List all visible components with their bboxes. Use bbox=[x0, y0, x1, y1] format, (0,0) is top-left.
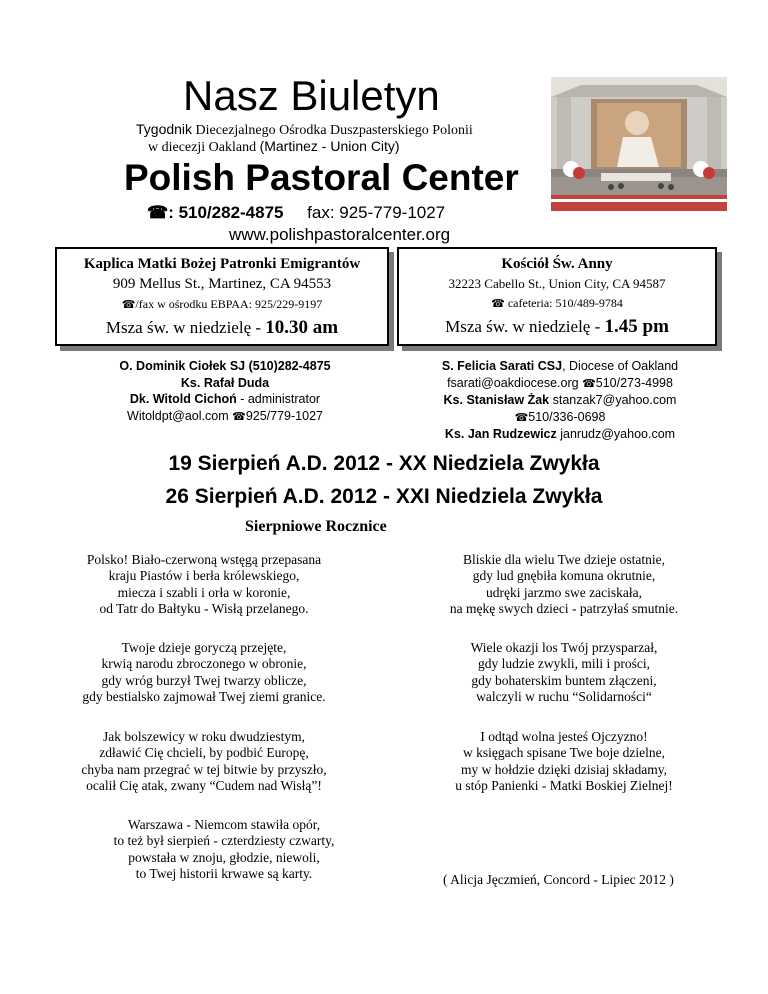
bulletin-title: Nasz Biuletyn bbox=[183, 72, 440, 119]
altar-photo bbox=[551, 77, 727, 211]
poem-line: Twoje dzieje goryczą przejęte, bbox=[121, 640, 287, 655]
clergy-line: O. Dominik Ciołek SJ (510)282-4875 bbox=[119, 359, 331, 373]
clergy-email[interactable]: janrudz@yahoo.com bbox=[556, 427, 676, 441]
sunday-heading-1: 19 Sierpień A.D. 2012 - XX Niedziela Zwykła bbox=[168, 452, 600, 475]
poem-stanza bbox=[402, 729, 726, 794]
poem-line: my w hołdzie dzięki dzisiaj składamy, bbox=[460, 761, 668, 777]
church-info-box bbox=[397, 247, 717, 346]
subtitle-prefix: Tygodnik bbox=[136, 121, 193, 137]
clergy-email[interactable]: fsarati@oakdiocese.org bbox=[447, 375, 583, 390]
poem-line: powstała w znoju, głodzie, niewoli, bbox=[128, 849, 320, 865]
altar-photo-illustration bbox=[551, 77, 727, 211]
mass-label: Msza św. w niedzielę - bbox=[105, 318, 266, 337]
chapel-info-box bbox=[55, 247, 389, 346]
poem-line: gdy wróg burzył Twej twarzy oblicze, bbox=[101, 672, 307, 688]
center-name: Polish Pastoral Center bbox=[124, 157, 519, 198]
poem-line: gdy lud gnębiła komuna okrutnie, bbox=[472, 568, 656, 584]
phone-number: : 510/282-4875 bbox=[168, 203, 284, 222]
poem-line: to też był sierpień - czterdziesty czwarty, bbox=[113, 833, 335, 849]
mass-label: Msza św. w niedzielę - bbox=[445, 317, 605, 336]
subtitle-diocese: w diecezji Oakland bbox=[148, 140, 260, 155]
poem-stanza bbox=[40, 640, 368, 705]
poem-line: miecza i szabli i orła w koronie, bbox=[117, 584, 291, 600]
clergy-line: Ks. Rafał Duda bbox=[180, 375, 270, 390]
chapel-address: 909 Mellus St., Martinez, CA 94553 bbox=[112, 276, 332, 292]
clergy-line bbox=[100, 391, 350, 408]
poem-stanza bbox=[60, 817, 388, 882]
poem-line: I odtąd wolna jesteś Ojczyzno! bbox=[480, 729, 648, 744]
poem-line: krwią narodu zbroczonego w obronie, bbox=[101, 656, 307, 672]
telephone-icon: ☎ bbox=[121, 299, 136, 311]
chapel-name: Kaplica Matki Bożej Patronki Emigrantów bbox=[83, 256, 361, 272]
poem-line: Jak bolszewicy w roku dwudziestym, bbox=[102, 729, 306, 744]
church-address: 32223 Cabello St., Union City, CA 94587 bbox=[448, 276, 666, 291]
clergy-name: Ks. Stanisław Żak bbox=[443, 393, 550, 407]
telephone-icon: ☎ bbox=[582, 377, 596, 390]
clergy-line bbox=[405, 375, 715, 393]
clergy-email[interactable]: Witoldpt@aol.com bbox=[127, 408, 233, 423]
telephone-icon: ☎ bbox=[491, 298, 505, 310]
telephone-icon: ☎ bbox=[147, 203, 169, 222]
website-link[interactable]: www.polishpastoralcenter.org bbox=[229, 225, 451, 244]
subtitle-rest: Diecezjalnego Ośrodka Duszpasterskiego Polonii bbox=[192, 123, 473, 138]
clergy-list-left bbox=[100, 358, 350, 425]
clergy-line bbox=[405, 426, 715, 443]
clergy-phone: 510/273-4998 bbox=[595, 375, 673, 390]
poem-line: udręki jarzmo swe zaciskała, bbox=[486, 584, 642, 600]
clergy-name: Ks. Jan Rudzewicz bbox=[444, 427, 557, 441]
clergy-phone: 510/336-0698 bbox=[528, 409, 606, 424]
poem-line: Wiele okazji los Twój przysparzał, bbox=[470, 640, 658, 655]
subtitle-line-2 bbox=[148, 138, 400, 156]
fax-number: fax: 925-779-1027 bbox=[307, 203, 446, 222]
poem-line: na mękę swych dzieci - patrzyłaś smutnie. bbox=[449, 600, 679, 616]
mass-time: 1.45 pm bbox=[604, 316, 669, 337]
clergy-line bbox=[405, 358, 715, 375]
poem-line: gdy ludzie zwykli, mili i prości, bbox=[477, 656, 651, 672]
clergy-role: - administrator bbox=[236, 392, 321, 406]
poem-stanza bbox=[40, 552, 368, 617]
church-mass bbox=[399, 316, 715, 338]
poem-line: Warszawa - Niemcom stawiła opór, bbox=[127, 817, 321, 832]
sunday-heading-2: 26 Sierpień A.D. 2012 - XXI Niedziela Zwykła bbox=[165, 485, 603, 508]
poem-line: walczyli w ruchu “Solidarności“ bbox=[476, 688, 652, 704]
clergy-phone: 925/779-1027 bbox=[245, 408, 323, 423]
church-phone-number: cafeteria: 510/489-9784 bbox=[504, 296, 623, 310]
clergy-name: S. Felicia Sarati CSJ bbox=[441, 359, 563, 373]
clergy-line bbox=[100, 408, 350, 426]
telephone-icon: ☎ bbox=[232, 410, 246, 423]
poem-line: w księgach spisane Twe boje dzielne, bbox=[463, 745, 665, 761]
chapel-phone bbox=[57, 297, 387, 312]
clergy-line bbox=[405, 392, 715, 409]
poem-line: kraju Piastów i berła królewskiego, bbox=[108, 568, 300, 584]
contact-line bbox=[147, 203, 445, 223]
poem-author: ( Alicja Jęczmień, Concord - Lipiec 2012 ) bbox=[443, 872, 674, 887]
poem-stanza bbox=[402, 552, 726, 617]
poem-stanza bbox=[402, 640, 726, 705]
poem-line: Bliskie dla wielu Twe dzieje ostatnie, bbox=[462, 552, 665, 567]
poem-stanza bbox=[40, 729, 368, 794]
poem-title: Sierpniowe Rocznice bbox=[245, 518, 387, 535]
poem-line: to Twej historii krwawe są karty. bbox=[135, 865, 313, 881]
poem-line: zdławić Cię chcieli, by podbić Europę, bbox=[99, 745, 309, 761]
poem-line: Polsko! Biało-czerwoną wstęgą przepasana bbox=[86, 552, 322, 567]
chapel-mass bbox=[57, 317, 387, 339]
clergy-role: , Diocese of Oakland bbox=[562, 359, 679, 373]
poem-line: od Tatr do Bałtyku - Wisłą przelanego. bbox=[99, 600, 309, 616]
chapel-phone-number: /fax w ośrodku EBPAA: 925/229-9197 bbox=[135, 297, 323, 311]
church-phone bbox=[399, 296, 715, 311]
clergy-email[interactable]: stanzak7@yahoo.com bbox=[549, 393, 677, 407]
poem-line: gdy bohaterskim buntem złączeni, bbox=[471, 672, 657, 688]
clergy-name: Dk. Witold Cichoń bbox=[129, 392, 237, 406]
poem-line: gdy bestialsko zajmował Twej ziemi granice. bbox=[82, 688, 326, 704]
poem-line: ocalił Cię atak, zwany “Cudem nad Wisłą”! bbox=[86, 777, 322, 793]
telephone-icon: ☎ bbox=[514, 411, 529, 424]
mass-time: 10.30 am bbox=[265, 317, 339, 338]
church-name: Kościół Św. Anny bbox=[501, 256, 613, 272]
clergy-line bbox=[405, 409, 715, 427]
subtitle-cities: (Martinez - Union City) bbox=[259, 138, 400, 154]
subtitle-line-1 bbox=[136, 121, 473, 139]
poem-line: chyba nam przegrać w tej bitwie by przyszło, bbox=[81, 761, 327, 777]
clergy-list-right bbox=[405, 358, 715, 443]
poem-line: u stóp Panienki - Matki Boskiej Zielnej! bbox=[455, 777, 673, 793]
